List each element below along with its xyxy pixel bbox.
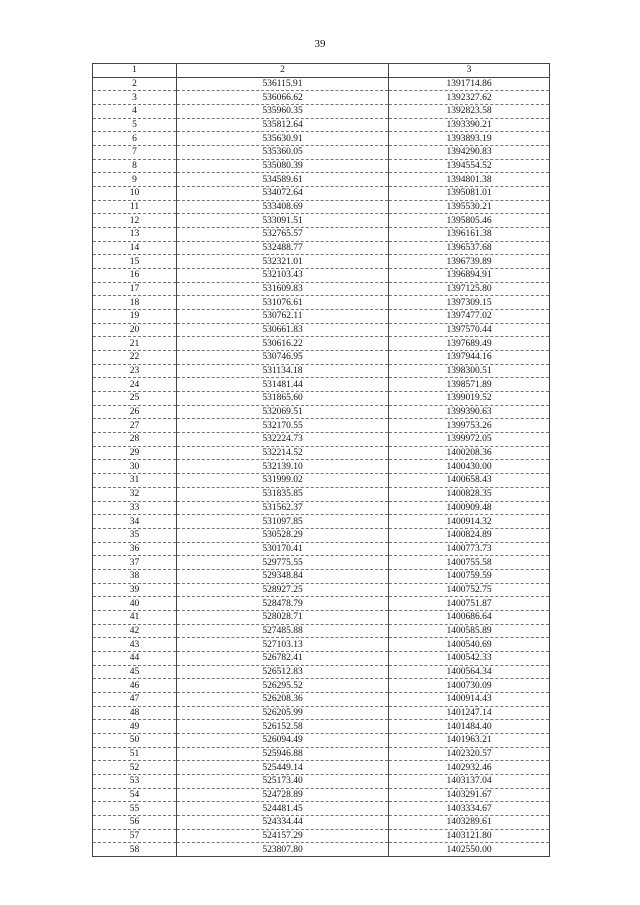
point-number-cell: 35 bbox=[93, 528, 177, 542]
point-number-cell: 33 bbox=[93, 501, 177, 515]
y-coordinate-cell: 1400752.75 bbox=[389, 583, 550, 597]
x-coordinate-cell: 531999.02 bbox=[177, 474, 389, 488]
x-coordinate-cell: 530661.83 bbox=[177, 323, 389, 337]
y-coordinate-cell: 1400430.00 bbox=[389, 460, 550, 474]
point-number-cell: 30 bbox=[93, 460, 177, 474]
table-row bbox=[93, 733, 550, 747]
point-number-cell: 11 bbox=[93, 200, 177, 214]
table-row bbox=[93, 255, 550, 269]
point-number-cell: 19 bbox=[93, 310, 177, 324]
point-number-cell: 58 bbox=[93, 843, 177, 857]
x-coordinate-cell: 530528.29 bbox=[177, 528, 389, 542]
point-number-cell: 29 bbox=[93, 446, 177, 460]
table-row bbox=[93, 638, 550, 652]
point-number-cell: 22 bbox=[93, 351, 177, 365]
table-row bbox=[93, 228, 550, 242]
x-coordinate-cell: 530746.95 bbox=[177, 351, 389, 365]
x-coordinate-cell: 525449.14 bbox=[177, 761, 389, 775]
y-coordinate-cell: 1400828.35 bbox=[389, 487, 550, 501]
x-coordinate-cell: 531562.37 bbox=[177, 501, 389, 515]
column-header-1: 1 bbox=[93, 64, 177, 78]
x-coordinate-cell: 535360.05 bbox=[177, 146, 389, 160]
point-number-cell: 48 bbox=[93, 706, 177, 720]
y-coordinate-cell: 1397477.02 bbox=[389, 310, 550, 324]
y-coordinate-cell: 1398300.51 bbox=[389, 364, 550, 378]
point-number-cell: 57 bbox=[93, 829, 177, 843]
x-coordinate-cell: 526094.49 bbox=[177, 733, 389, 747]
table-row bbox=[93, 214, 550, 228]
table-row bbox=[93, 679, 550, 693]
point-number-cell: 18 bbox=[93, 296, 177, 310]
point-number-cell: 6 bbox=[93, 132, 177, 146]
x-coordinate-cell: 535080.39 bbox=[177, 159, 389, 173]
table-row bbox=[93, 747, 550, 761]
table-row bbox=[93, 146, 550, 160]
x-coordinate-cell: 523807.80 bbox=[177, 843, 389, 857]
x-coordinate-cell: 528028.71 bbox=[177, 610, 389, 624]
y-coordinate-cell: 1396894.91 bbox=[389, 269, 550, 283]
x-coordinate-cell: 526512.83 bbox=[177, 665, 389, 679]
x-coordinate-cell: 526295.52 bbox=[177, 679, 389, 693]
point-number-cell: 37 bbox=[93, 556, 177, 570]
y-coordinate-cell: 1400540.69 bbox=[389, 638, 550, 652]
table-row bbox=[93, 241, 550, 255]
point-number-cell: 53 bbox=[93, 774, 177, 788]
point-number-cell: 40 bbox=[93, 597, 177, 611]
column-header-2: 2 bbox=[177, 64, 389, 78]
x-coordinate-cell: 532214.52 bbox=[177, 446, 389, 460]
table-row bbox=[93, 159, 550, 173]
y-coordinate-cell: 1400751.87 bbox=[389, 597, 550, 611]
point-number-cell: 55 bbox=[93, 802, 177, 816]
table-row bbox=[93, 651, 550, 665]
table-row bbox=[93, 351, 550, 365]
x-coordinate-cell: 532103.43 bbox=[177, 269, 389, 283]
point-number-cell: 45 bbox=[93, 665, 177, 679]
table-row bbox=[93, 310, 550, 324]
table-row bbox=[93, 501, 550, 515]
x-coordinate-cell: 531609.83 bbox=[177, 282, 389, 296]
point-number-cell: 21 bbox=[93, 337, 177, 351]
table-row bbox=[93, 556, 550, 570]
y-coordinate-cell: 1399972.05 bbox=[389, 433, 550, 447]
y-coordinate-cell: 1400755.58 bbox=[389, 556, 550, 570]
table-row bbox=[93, 460, 550, 474]
table-row bbox=[93, 337, 550, 351]
x-coordinate-cell: 524157.29 bbox=[177, 829, 389, 843]
point-number-cell: 15 bbox=[93, 255, 177, 269]
y-coordinate-cell: 1395081.01 bbox=[389, 187, 550, 201]
table-row bbox=[93, 187, 550, 201]
point-number-cell: 46 bbox=[93, 679, 177, 693]
point-number-cell: 20 bbox=[93, 323, 177, 337]
y-coordinate-cell: 1400730.09 bbox=[389, 679, 550, 693]
y-coordinate-cell: 1399390.63 bbox=[389, 405, 550, 419]
y-coordinate-cell: 1399019.52 bbox=[389, 392, 550, 406]
table-row bbox=[93, 761, 550, 775]
x-coordinate-cell: 529775.55 bbox=[177, 556, 389, 570]
table-row bbox=[93, 118, 550, 132]
x-coordinate-cell: 535960.35 bbox=[177, 105, 389, 119]
point-number-cell: 42 bbox=[93, 624, 177, 638]
y-coordinate-cell: 1400585.89 bbox=[389, 624, 550, 638]
y-coordinate-cell: 1392327.62 bbox=[389, 91, 550, 105]
point-number-cell: 4 bbox=[93, 105, 177, 119]
point-number-cell: 2 bbox=[93, 77, 177, 91]
x-coordinate-cell: 530762.11 bbox=[177, 310, 389, 324]
point-number-cell: 27 bbox=[93, 419, 177, 433]
table-row bbox=[93, 829, 550, 843]
x-coordinate-cell: 532321.01 bbox=[177, 255, 389, 269]
y-coordinate-cell: 1403137.04 bbox=[389, 774, 550, 788]
y-coordinate-cell: 1400824.89 bbox=[389, 528, 550, 542]
point-number-cell: 12 bbox=[93, 214, 177, 228]
point-number-cell: 3 bbox=[93, 91, 177, 105]
table-row bbox=[93, 105, 550, 119]
table-row bbox=[93, 91, 550, 105]
point-number-cell: 24 bbox=[93, 378, 177, 392]
point-number-cell: 13 bbox=[93, 228, 177, 242]
x-coordinate-cell: 531097.85 bbox=[177, 515, 389, 529]
x-coordinate-cell: 524334.44 bbox=[177, 815, 389, 829]
point-number-cell: 44 bbox=[93, 651, 177, 665]
x-coordinate-cell: 532765.57 bbox=[177, 228, 389, 242]
y-coordinate-cell: 1400658.43 bbox=[389, 474, 550, 488]
y-coordinate-cell: 1403121.80 bbox=[389, 829, 550, 843]
point-number-cell: 31 bbox=[93, 474, 177, 488]
y-coordinate-cell: 1397689.49 bbox=[389, 337, 550, 351]
y-coordinate-cell: 1400208.36 bbox=[389, 446, 550, 460]
point-number-cell: 52 bbox=[93, 761, 177, 775]
header-row bbox=[93, 64, 550, 78]
x-coordinate-cell: 536066.62 bbox=[177, 91, 389, 105]
table-row bbox=[93, 132, 550, 146]
point-number-cell: 8 bbox=[93, 159, 177, 173]
table-row bbox=[93, 364, 550, 378]
y-coordinate-cell: 1403289.61 bbox=[389, 815, 550, 829]
x-coordinate-cell: 534589.61 bbox=[177, 173, 389, 187]
table-body bbox=[93, 77, 550, 856]
point-number-cell: 32 bbox=[93, 487, 177, 501]
y-coordinate-cell: 1396537.68 bbox=[389, 241, 550, 255]
point-number-cell: 5 bbox=[93, 118, 177, 132]
point-number-cell: 28 bbox=[93, 433, 177, 447]
y-coordinate-cell: 1400686.64 bbox=[389, 610, 550, 624]
table-row bbox=[93, 474, 550, 488]
table-row bbox=[93, 173, 550, 187]
table-row bbox=[93, 446, 550, 460]
y-coordinate-cell: 1394801.38 bbox=[389, 173, 550, 187]
point-number-cell: 43 bbox=[93, 638, 177, 652]
table-header bbox=[93, 64, 550, 78]
x-coordinate-cell: 532224.73 bbox=[177, 433, 389, 447]
point-number-cell: 16 bbox=[93, 269, 177, 283]
x-coordinate-cell: 535630.91 bbox=[177, 132, 389, 146]
x-coordinate-cell: 525173.40 bbox=[177, 774, 389, 788]
x-coordinate-cell: 531134.18 bbox=[177, 364, 389, 378]
table-row bbox=[93, 624, 550, 638]
y-coordinate-cell: 1400914.32 bbox=[389, 515, 550, 529]
x-coordinate-cell: 536115.91 bbox=[177, 77, 389, 91]
y-coordinate-cell: 1400542.33 bbox=[389, 651, 550, 665]
y-coordinate-cell: 1403291.67 bbox=[389, 788, 550, 802]
x-coordinate-cell: 526205.99 bbox=[177, 706, 389, 720]
table-row bbox=[93, 433, 550, 447]
y-coordinate-cell: 1403334.67 bbox=[389, 802, 550, 816]
y-coordinate-cell: 1396739.89 bbox=[389, 255, 550, 269]
x-coordinate-cell: 524481.45 bbox=[177, 802, 389, 816]
point-number-cell: 36 bbox=[93, 542, 177, 556]
point-number-cell: 47 bbox=[93, 692, 177, 706]
table-row bbox=[93, 323, 550, 337]
table-row bbox=[93, 610, 550, 624]
table-row bbox=[93, 774, 550, 788]
y-coordinate-cell: 1402320.57 bbox=[389, 747, 550, 761]
y-coordinate-cell: 1402550.00 bbox=[389, 843, 550, 857]
x-coordinate-cell: 531865.60 bbox=[177, 392, 389, 406]
point-number-cell: 17 bbox=[93, 282, 177, 296]
point-number-cell: 26 bbox=[93, 405, 177, 419]
y-coordinate-cell: 1396161.38 bbox=[389, 228, 550, 242]
table-row bbox=[93, 296, 550, 310]
table-row bbox=[93, 692, 550, 706]
point-number-cell: 39 bbox=[93, 583, 177, 597]
table-row bbox=[93, 419, 550, 433]
y-coordinate-cell: 1394554.52 bbox=[389, 159, 550, 173]
point-number-cell: 14 bbox=[93, 241, 177, 255]
coordinates-table bbox=[92, 63, 550, 857]
table-row bbox=[93, 583, 550, 597]
y-coordinate-cell: 1401963.21 bbox=[389, 733, 550, 747]
y-coordinate-cell: 1393390.21 bbox=[389, 118, 550, 132]
table-row bbox=[93, 282, 550, 296]
point-number-cell: 9 bbox=[93, 173, 177, 187]
point-number-cell: 51 bbox=[93, 747, 177, 761]
table-row bbox=[93, 815, 550, 829]
table-row bbox=[93, 378, 550, 392]
table-row bbox=[93, 569, 550, 583]
y-coordinate-cell: 1400914.43 bbox=[389, 692, 550, 706]
y-coordinate-cell: 1401484.40 bbox=[389, 720, 550, 734]
y-coordinate-cell: 1393893.19 bbox=[389, 132, 550, 146]
y-coordinate-cell: 1395805.46 bbox=[389, 214, 550, 228]
point-number-cell: 25 bbox=[93, 392, 177, 406]
x-coordinate-cell: 532069.51 bbox=[177, 405, 389, 419]
x-coordinate-cell: 532488.77 bbox=[177, 241, 389, 255]
x-coordinate-cell: 527103.13 bbox=[177, 638, 389, 652]
table-row bbox=[93, 802, 550, 816]
y-coordinate-cell: 1400564.34 bbox=[389, 665, 550, 679]
table-row bbox=[93, 200, 550, 214]
x-coordinate-cell: 525946.88 bbox=[177, 747, 389, 761]
table-row bbox=[93, 665, 550, 679]
table-row bbox=[93, 269, 550, 283]
x-coordinate-cell: 532170.55 bbox=[177, 419, 389, 433]
y-coordinate-cell: 1400909.48 bbox=[389, 501, 550, 515]
table-row bbox=[93, 706, 550, 720]
table-row bbox=[93, 597, 550, 611]
table-row bbox=[93, 77, 550, 91]
table-row bbox=[93, 528, 550, 542]
x-coordinate-cell: 533091.51 bbox=[177, 214, 389, 228]
x-coordinate-cell: 530616.22 bbox=[177, 337, 389, 351]
page-number: 39 bbox=[314, 38, 326, 50]
y-coordinate-cell: 1397125.80 bbox=[389, 282, 550, 296]
point-number-cell: 50 bbox=[93, 733, 177, 747]
y-coordinate-cell: 1395530.21 bbox=[389, 200, 550, 214]
y-coordinate-cell: 1399753.26 bbox=[389, 419, 550, 433]
x-coordinate-cell: 531835.85 bbox=[177, 487, 389, 501]
x-coordinate-cell: 531481.44 bbox=[177, 378, 389, 392]
y-coordinate-cell: 1394290.83 bbox=[389, 146, 550, 160]
x-coordinate-cell: 526782.41 bbox=[177, 651, 389, 665]
x-coordinate-cell: 529348.84 bbox=[177, 569, 389, 583]
x-coordinate-cell: 526208.36 bbox=[177, 692, 389, 706]
x-coordinate-cell: 526152.58 bbox=[177, 720, 389, 734]
point-number-cell: 54 bbox=[93, 788, 177, 802]
point-number-cell: 10 bbox=[93, 187, 177, 201]
point-number-cell: 49 bbox=[93, 720, 177, 734]
y-coordinate-cell: 1397309.15 bbox=[389, 296, 550, 310]
y-coordinate-cell: 1397944.16 bbox=[389, 351, 550, 365]
y-coordinate-cell: 1401247.14 bbox=[389, 706, 550, 720]
x-coordinate-cell: 535812.64 bbox=[177, 118, 389, 132]
x-coordinate-cell: 528478.79 bbox=[177, 597, 389, 611]
table-row bbox=[93, 515, 550, 529]
x-coordinate-cell: 531076.61 bbox=[177, 296, 389, 310]
y-coordinate-cell: 1400759.59 bbox=[389, 569, 550, 583]
x-coordinate-cell: 534072.64 bbox=[177, 187, 389, 201]
x-coordinate-cell: 527485.88 bbox=[177, 624, 389, 638]
point-number-cell: 56 bbox=[93, 815, 177, 829]
table-row bbox=[93, 720, 550, 734]
y-coordinate-cell: 1400773.73 bbox=[389, 542, 550, 556]
x-coordinate-cell: 530170.41 bbox=[177, 542, 389, 556]
x-coordinate-cell: 533408.69 bbox=[177, 200, 389, 214]
point-number-cell: 41 bbox=[93, 610, 177, 624]
point-number-cell: 23 bbox=[93, 364, 177, 378]
x-coordinate-cell: 532139.10 bbox=[177, 460, 389, 474]
y-coordinate-cell: 1398571.89 bbox=[389, 378, 550, 392]
table-row bbox=[93, 843, 550, 857]
x-coordinate-cell: 528927.25 bbox=[177, 583, 389, 597]
table-row bbox=[93, 392, 550, 406]
point-number-cell: 7 bbox=[93, 146, 177, 160]
column-header-3: 3 bbox=[389, 64, 550, 78]
table-row bbox=[93, 542, 550, 556]
y-coordinate-cell: 1397570.44 bbox=[389, 323, 550, 337]
point-number-cell: 38 bbox=[93, 569, 177, 583]
x-coordinate-cell: 524728.89 bbox=[177, 788, 389, 802]
y-coordinate-cell: 1392823.58 bbox=[389, 105, 550, 119]
table-row bbox=[93, 405, 550, 419]
table-row bbox=[93, 788, 550, 802]
y-coordinate-cell: 1391714.86 bbox=[389, 77, 550, 91]
table-row bbox=[93, 487, 550, 501]
point-number-cell: 34 bbox=[93, 515, 177, 529]
y-coordinate-cell: 1402932.46 bbox=[389, 761, 550, 775]
